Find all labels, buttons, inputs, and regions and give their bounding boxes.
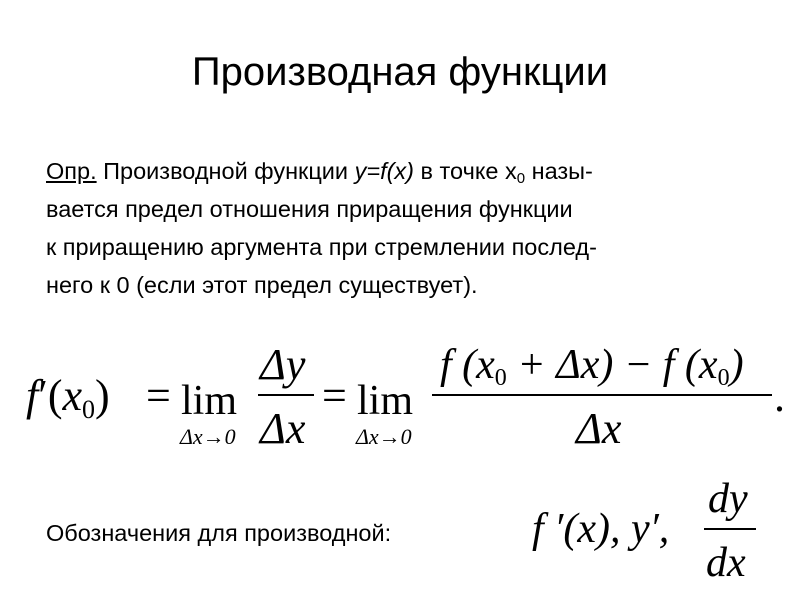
- formula-symbol: x: [62, 371, 83, 420]
- fraction-line: [258, 394, 314, 396]
- formula-text: + Δx) − f (x: [506, 342, 718, 388]
- formula-symbol: f: [26, 371, 39, 420]
- definition-line-3: к приращению аргумента при стремлении послед-: [46, 234, 597, 260]
- notation-label: Обозначения для производной:: [46, 520, 392, 546]
- period: .: [774, 372, 785, 421]
- notation-fraction-denominator: dx: [706, 540, 746, 586]
- definition-line-2: вается предел отношения приращения функции: [46, 196, 573, 222]
- lim-operator: lim: [357, 378, 414, 424]
- formula-text: ): [729, 342, 744, 388]
- lim-operator: lim: [181, 378, 238, 424]
- formula-lhs: [26, 370, 110, 436]
- fraction-numerator: Δy: [260, 340, 306, 389]
- definition-line-1: [46, 152, 786, 190]
- fraction-denominator: Δx: [260, 404, 306, 453]
- paren: ): [95, 371, 110, 420]
- subscript: 0: [516, 170, 526, 187]
- notation-fraction-numerator: dy: [708, 476, 748, 522]
- equals-sign: =: [322, 371, 347, 420]
- lim-subscript: Δx→0: [356, 424, 412, 449]
- definition-text: назы-: [525, 158, 593, 184]
- lim-subscript: Δx→0: [180, 424, 236, 449]
- equals-sign: =: [146, 371, 171, 420]
- definition-text: в точке x: [414, 158, 517, 184]
- notation-expression: f ′(x), y′,: [532, 506, 670, 552]
- subscript: 0: [717, 365, 730, 391]
- page-title: Производная функции: [191, 50, 609, 94]
- function-notation: y=f(x): [354, 158, 414, 184]
- definition-label: Опр.: [46, 158, 97, 184]
- definition-line-4: него к 0 (если этот предел существует).: [46, 272, 478, 298]
- notation-fraction-line: [704, 528, 756, 530]
- definition-block: [46, 152, 786, 304]
- fraction-denominator: Δx: [576, 404, 622, 453]
- paren: (: [47, 371, 63, 420]
- prime-symbol: ′: [38, 371, 48, 420]
- definition-text: Производной функции: [96, 158, 355, 184]
- subscript: 0: [494, 365, 507, 391]
- subscript: 0: [82, 395, 96, 424]
- fraction-line: [432, 394, 772, 396]
- formula-text: f (x: [440, 342, 495, 388]
